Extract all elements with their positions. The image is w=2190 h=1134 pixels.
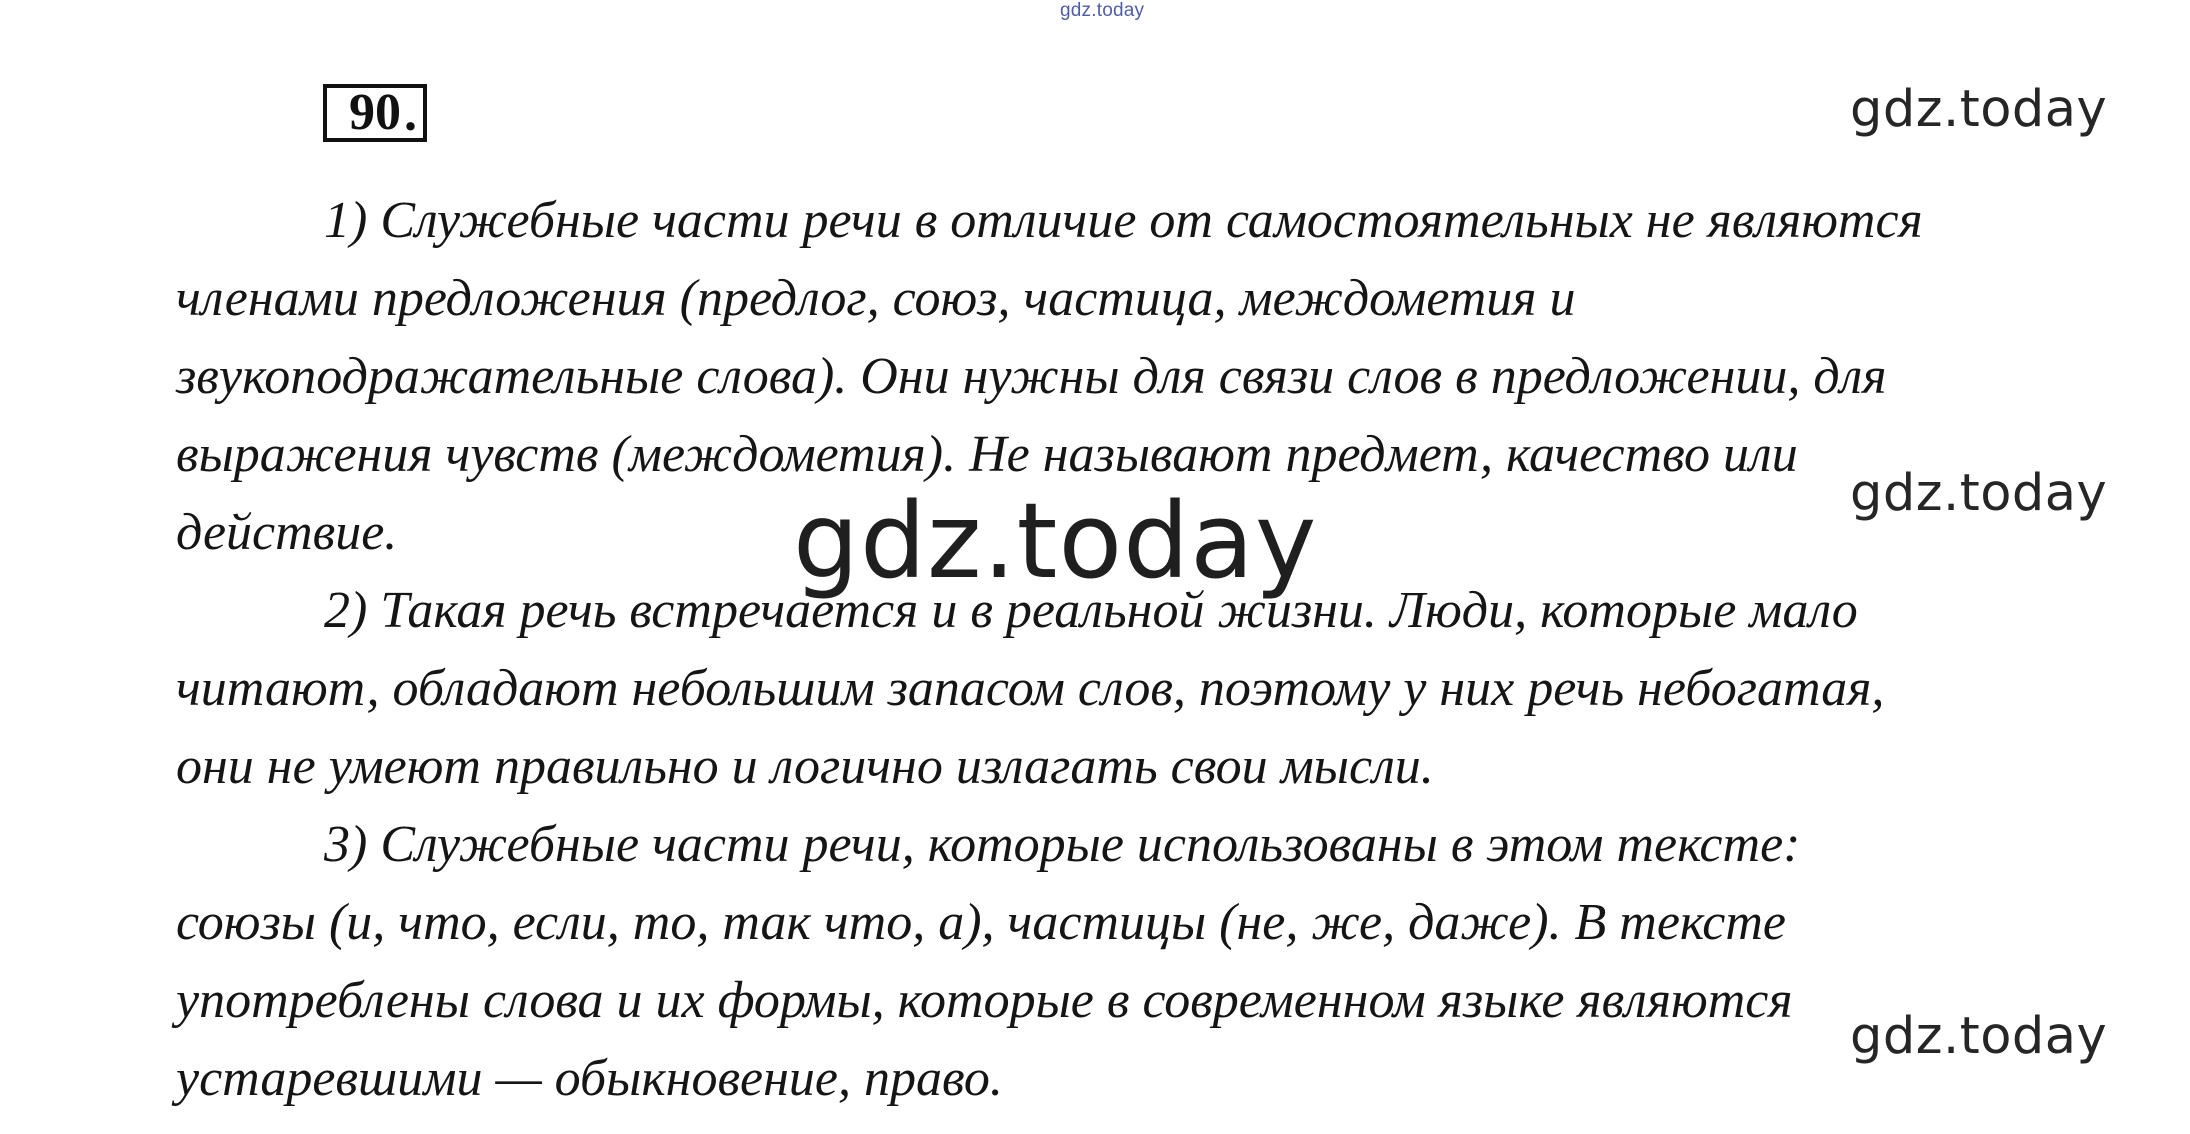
text-line-7: читают, обладают небольшим запасом слов, поэтому у них речь небогатая, xyxy=(176,660,1885,717)
text-line-10: союзы (и, что, если, то, так что, а), частицы (не, же, даже). В тексте xyxy=(176,894,1786,951)
site-mark[interactable]: gdz.today xyxy=(1060,0,1145,21)
text-line-2: членами предложения (предлог, союз, частица, междометия и xyxy=(176,270,1576,327)
text-line-6: 2) Такая речь встречается и в реальной жизни. Люди, которые мало xyxy=(324,582,1858,639)
watermark-center: gdz.today xyxy=(793,480,1318,602)
text-line-8: они не умеют правильно и логично излагать свои мысли. xyxy=(176,738,1434,795)
text-line-5: действие. xyxy=(176,504,398,561)
text-line-4: выражения чувств (междометия). Не называют предмет, качество или xyxy=(176,426,1798,483)
watermark-middle-right: gdz.today xyxy=(1850,464,2108,523)
watermark-bottom-right: gdz.today xyxy=(1850,1007,2108,1066)
problem-number-text: 90 xyxy=(349,84,401,141)
answer-text xyxy=(176,182,2136,1118)
text-line-1: 1) Служебные части речи в отличие от самостоятельных не являются xyxy=(324,192,1923,249)
text-line-11: употреблены слова и их формы, которые в современном языке являются xyxy=(176,972,1793,1029)
text-line-9: 3) Служебные части речи, которые использованы в этом тексте: xyxy=(324,816,1801,873)
text-line-3: звукоподражательные слова). Они нужны для связи слов в предложении, для xyxy=(176,348,1887,405)
text-line-12: устаревшими — обыкновение, право. xyxy=(176,1050,1003,1107)
watermark-top-right: gdz.today xyxy=(1850,80,2108,139)
problem-number-dot: . xyxy=(404,85,417,142)
